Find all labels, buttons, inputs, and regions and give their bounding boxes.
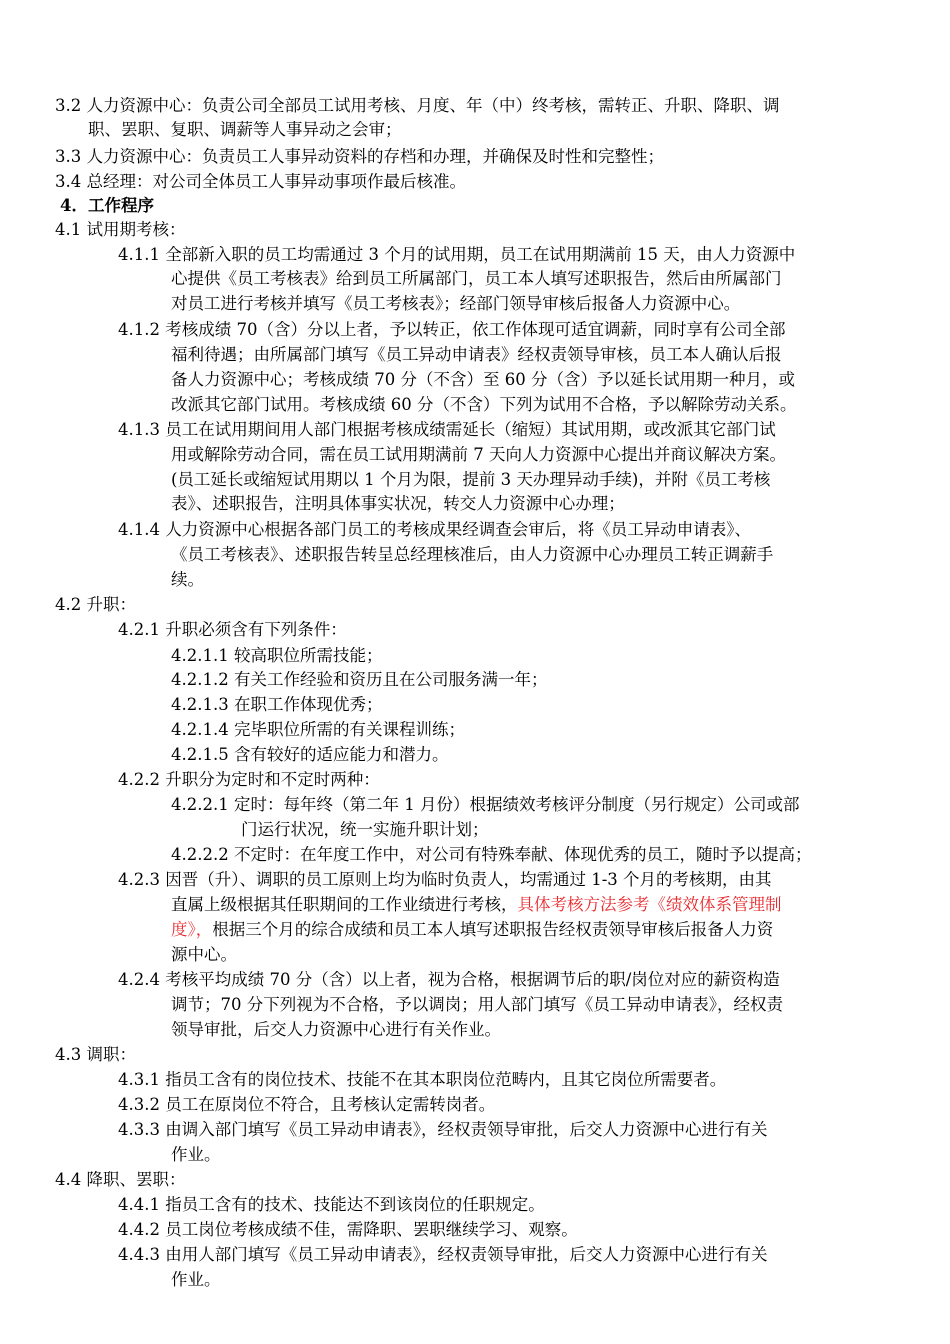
- heading-4-work-procedure: 4．工作程序: [60, 196, 154, 215]
- item-4-2-3-line-2: [171, 893, 782, 917]
- section-4-4: 4.4 降职、罢职：: [55, 1170, 186, 1189]
- item-4-3-1: 4.3.1 指员工含有的岗位技术、技能不在其本职岗位范畴内，且其它岗位所需要者。: [118, 1070, 727, 1089]
- item-4-1-4-line-2: 《员工考核表》、述职报告转呈总经理核准后，由人力资源中心办理员工转正调薪手: [171, 545, 774, 564]
- section-3-2-line-1: 3.2 人力资源中心：负责公司全部员工试用考核、月度、年（中）终考核，需转正、升职、降职、调: [55, 96, 780, 115]
- item-4-1-2-line-2: 福利待遇；由所属部门填写《员工异动申请表》经权责领导审核，员工本人确认后报: [171, 345, 782, 364]
- item-4-4-3-line-2: 作业。: [171, 1270, 221, 1289]
- item-4-1-3-line-1: 4.1.3 员工在试用期间用人部门根据考核成绩需延长（缩短）其试用期，或改派其它部门试: [118, 420, 776, 439]
- item-4-2-2: 4.2.2 升职分为定时和不定时两种：: [118, 770, 380, 789]
- item-4-2-2-1-line-1: 4.2.2.1 定时：每年终（第二年 1 月份）根据绩效考核评分制度（另行规定）公司或部: [171, 795, 800, 814]
- item-4-1-3-line-4: 表》、述职报告，注明具体事实状况，转交人力资源中心办理；: [171, 494, 625, 513]
- item-4-2-3-line-1: 4.2.3 因晋（升）、调职的员工原则上均为临时负责人，均需通过 1-3 个月的考核期，由其: [118, 870, 772, 889]
- item-4-2-2-1-line-2: 门运行状况，统一实施升职计划；: [241, 820, 489, 839]
- section-4-2: 4.2 升职：: [55, 595, 136, 614]
- item-4-1-4-line-3: 续。: [171, 570, 204, 589]
- item-4-3-3-line-2: 作业。: [171, 1145, 221, 1164]
- item-4-2-4-line-3: 领导审批，后交人力资源中心进行有关作业。: [171, 1020, 501, 1039]
- item-4-1-3-line-2: 用或解除劳动合同，需在员工试用期满前 7 天向人力资源中心提出并商议解决方案。: [171, 445, 786, 464]
- section-3-3: 3.3 人力资源中心：负责员工人事异动资料的存档和办理，并确保及时性和完整性；: [55, 147, 664, 166]
- performance-system-reference-end: 度》，: [171, 920, 213, 939]
- item-4-4-2: 4.4.2 员工岗位考核成绩不佳，需降职、罢职继续学习、观察。: [118, 1220, 578, 1239]
- item-4-2-1-1: 4.2.1.1 较高职位所需技能；: [171, 646, 383, 665]
- item-4-1-1-line-3: 对员工进行考核并填写《员工考核表》；经部门领导审核后报备人力资源中心。: [171, 294, 741, 313]
- item-4-1-1-line-2: 心提供《员工考核表》给到员工所属部门，员工本人填写述职报告，然后由所属部门: [171, 269, 782, 288]
- item-4-3-3-line-1: 4.3.3 由调入部门填写《员工异动申请表》，经权责领导审批，后交人力资源中心进行有关: [118, 1120, 768, 1139]
- item-4-2-1-4: 4.2.1.4 完毕职位所需的有关课程训练；: [171, 720, 465, 739]
- item-4-2-3-line-4: 源中心。: [171, 945, 237, 964]
- item-4-2-3-line-3-text: 根据三个月的综合成绩和员工本人填写述职报告经权责领导审核后报备人力资: [212, 920, 774, 939]
- item-4-2-1-2: 4.2.1.2 有关工作经验和资历且在公司服务满一年；: [171, 670, 548, 689]
- item-4-2-4-line-1: 4.2.4 考核平均成绩 70 分（含）以上者，视为合格，根据调节后的职/岗位对应的薪资构造: [118, 970, 780, 989]
- item-4-2-3-line-2-text: 直属上级根据其任职期间的工作业绩进行考核，: [171, 895, 518, 914]
- item-4-4-3-line-1: 4.4.3 由用人部门填写《员工异动申请表》，经权责领导审批，后交人力资源中心进行有关: [118, 1245, 768, 1264]
- item-4-4-1: 4.4.1 指员工含有的技术、技能达不到该岗位的任职规定。: [118, 1195, 545, 1214]
- item-4-1-2-line-4: 改派其它部门试用。考核成绩 60 分（不含）下列为试用不合格，予以解除劳动关系。: [171, 395, 797, 414]
- item-4-2-1: 4.2.1 升职必须含有下列条件：: [118, 620, 347, 639]
- section-3-4: 3.4 总经理：对公司全体员工人事异动事项作最后核准。: [55, 172, 466, 191]
- item-4-1-1-line-1: 4.1.1 全部新入职的员工均需通过 3 个月的试用期，员工在试用期满前 15 天，由人力资源中: [118, 245, 796, 264]
- item-4-3-2: 4.3.2 员工在原岗位不符合，且考核认定需转岗者。: [118, 1095, 496, 1114]
- item-4-2-3-line-3: [171, 918, 773, 942]
- item-4-1-4-line-1: 4.1.4 人力资源中心根据各部门员工的考核成果经调查会审后，将《员工异动申请表》、: [118, 520, 751, 539]
- item-4-2-4-line-2: 调节；70 分下列视为不合格，予以调岗；用人部门填写《员工异动申请表》，经权责: [171, 995, 783, 1014]
- item-4-2-1-3: 4.2.1.3 在职工作体现优秀；: [171, 695, 383, 714]
- performance-system-reference: 具体考核方法参考《绩效体系管理制: [517, 895, 782, 914]
- section-4-1: 4.1 试用期考核：: [55, 220, 186, 239]
- section-4-3: 4.3 调职：: [55, 1045, 136, 1064]
- item-4-2-2-2: 4.2.2.2 不定时：在年度工作中，对公司有特殊奉献、体现优秀的员工，随时予以提高；: [171, 845, 812, 864]
- item-4-2-1-5: 4.2.1.5 含有较好的适应能力和潜力。: [171, 745, 449, 764]
- item-4-1-2-line-3: 备人力资源中心；考核成绩 70 分（不含）至 60 分（含）予以延长试用期一种月，或: [171, 370, 795, 389]
- section-3-2-line-2: 职、罢职、复职、调薪等人事异动之会审；: [88, 120, 402, 139]
- item-4-1-2-line-1: 4.1.2 考核成绩 70（含）分以上者，予以转正，依工作体现可适宜调薪，同时享有公司全部: [118, 320, 786, 339]
- item-4-1-3-line-3: (员工延长或缩短试用期以 1 个月为限，提前 3 天办理异动手续)，并附《员工考核: [171, 470, 771, 489]
